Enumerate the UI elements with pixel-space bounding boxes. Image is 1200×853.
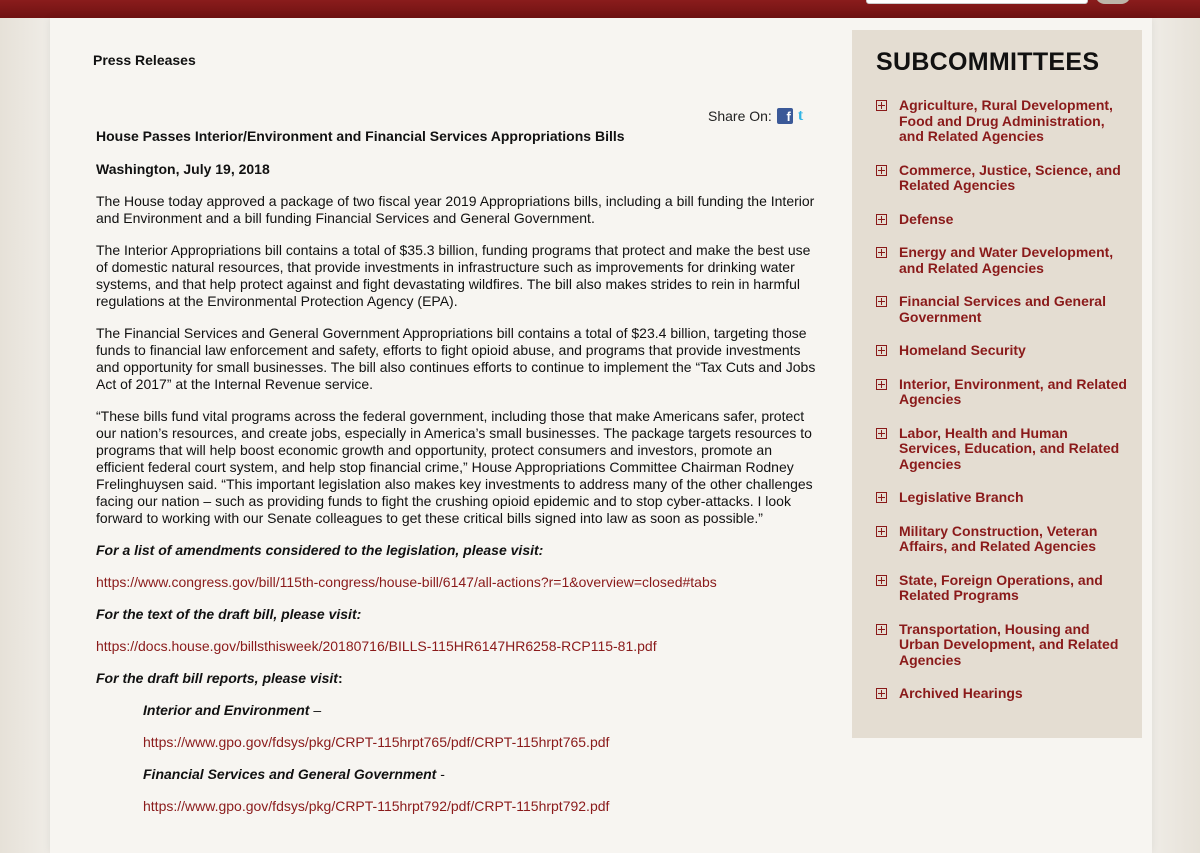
expand-plus-icon[interactable] (876, 428, 887, 439)
subcommittee-label[interactable]: Archived Hearings (899, 685, 1023, 701)
subcommittee-label[interactable]: Agriculture, Rural Development, Food and Drug Administration, and Related Agencies (899, 97, 1113, 144)
subcommittee-item[interactable] (876, 294, 1132, 325)
page-gutter-right (1152, 18, 1200, 853)
subcommittee-label[interactable]: Homeland Security (899, 342, 1026, 358)
subcommittee-label[interactable]: Labor, Health and Human Services, Education, and Related Agencies (899, 424, 1120, 472)
subcommittee-item[interactable] (876, 573, 1132, 604)
page-section-title: Press Releases (93, 52, 196, 68)
press-release-article (96, 128, 816, 815)
subcommittee-label[interactable]: Transportation, Housing and Urban Development, and Related Agencies (899, 620, 1119, 668)
amendments-link[interactable]: https://www.congress.gov/bill/115th-congress/house-bill/6147/all-actions?r=1&overview=closed#tabs (96, 574, 717, 590)
subcommittee-label[interactable]: Legislative Branch (899, 489, 1024, 505)
article-paragraph: The House today approved a package of two fiscal year 2019 Appropriations bills, including a bill funding the Interior and Environment and a bill funding Financial Services and General Government. (96, 193, 815, 226)
reports-label-colon: : (337, 670, 343, 686)
subcommittee-label[interactable]: Commerce, Justice, Science, and Related Agencies (899, 161, 1121, 193)
subcommittee-item[interactable] (876, 686, 1132, 702)
reports-label (96, 670, 816, 687)
subcommittee-item[interactable] (876, 377, 1132, 408)
expand-plus-icon[interactable] (876, 247, 887, 258)
subcommittee-label[interactable]: Interior, Environment, and Related Agencies (899, 375, 1127, 407)
subcommittee-item[interactable] (876, 163, 1132, 194)
expand-plus-icon[interactable] (876, 492, 887, 503)
search-input[interactable] (866, 0, 1088, 4)
subcommittee-label[interactable]: Energy and Water Development, and Related Agencies (899, 244, 1114, 276)
reports-label-text: For the draft bill reports, please visit (96, 670, 338, 686)
twitter-icon[interactable]: t (797, 107, 804, 124)
report-link-financial[interactable]: https://www.gpo.gov/fdsys/pkg/CRPT-115hrpt792/pdf/CRPT-115hrpt792.pdf (143, 798, 610, 814)
expand-plus-icon[interactable] (876, 214, 887, 225)
expand-plus-icon[interactable] (876, 165, 887, 176)
expand-plus-icon[interactable] (876, 379, 887, 390)
article-paragraph: The Interior Appropriations bill contains a total of $35.3 billion, funding programs that protect and make the best use of domestic natural resources, that provide investments in infrastructure such as improvements for drinking water systems, and that help protect against and fight devastating wildfires. The bill also makes strides to rein in harmful regulations at the Environmental Protection Agency (EPA). (96, 242, 811, 309)
report-label-interior (96, 702, 816, 719)
search-button[interactable] (1095, 0, 1131, 4)
amendments-label: For a list of amendments considered to the legislation, please visit: (96, 542, 544, 558)
expand-plus-icon[interactable] (876, 100, 887, 111)
report-separator: - (436, 766, 445, 782)
page-gutter-left (0, 18, 48, 853)
subcommittee-label[interactable]: State, Foreign Operations, and Related Programs (899, 571, 1103, 603)
subcommittee-item[interactable] (876, 212, 1132, 228)
sidebar-title: SUBCOMMITTEES (876, 48, 1100, 76)
report-label-financial (96, 766, 816, 783)
report-name: Financial Services and General Government (143, 766, 437, 782)
expand-plus-icon[interactable] (876, 526, 887, 537)
expand-plus-icon[interactable] (876, 345, 887, 356)
expand-plus-icon[interactable] (876, 296, 887, 307)
subcommittee-label[interactable]: Defense (899, 210, 954, 227)
expand-plus-icon[interactable] (876, 688, 887, 699)
facebook-icon[interactable]: f (777, 108, 793, 124)
subcommittee-list (876, 98, 1132, 720)
subcommittee-item[interactable] (876, 426, 1132, 473)
report-link-interior[interactable]: https://www.gpo.gov/fdsys/pkg/CRPT-115hrpt765/pdf/CRPT-115hrpt765.pdf (143, 734, 610, 750)
expand-plus-icon[interactable] (876, 624, 887, 635)
subcommittee-item[interactable] (876, 245, 1132, 276)
subcommittee-label[interactable]: Financial Services and General Government (899, 293, 1106, 325)
subcommittee-item[interactable] (876, 98, 1132, 145)
share-bar (708, 108, 814, 124)
top-navigation-bar (0, 0, 1200, 18)
draft-text-label: For the text of the draft bill, please visit: (96, 606, 362, 622)
article-paragraph: The Financial Services and General Government Appropriations bill contains a total of $23.4 billion, targeting those funds to financial law enforcement and safety, efforts to fight opioid abuse, and programs that provide investments and opportunity for small businesses. The bill also continues efforts to continue to implement the “Tax Cuts and Jobs Act of 2017” at the Internal Revenue service. (96, 325, 816, 392)
subcommittee-item[interactable] (876, 343, 1132, 359)
subcommittee-item[interactable] (876, 490, 1132, 506)
expand-plus-icon[interactable] (876, 575, 887, 586)
article-dateline: Washington, July 19, 2018 (96, 161, 270, 177)
article-paragraph: “These bills fund vital programs across the federal government, including those that make Americans safer, protect our nation’s resources, and create jobs, especially in America’s small businesses. The package targets resources to programs that will help boost economic growth and opportunity, protect consumers and investors, promote an efficient federal court system, and help stop financial crime,” House Appropriations Committee Chairman Rodney Frelinghuysen said. “This important legislation also makes key investments to address many of the other challenges facing our nation – such as providing funds to fight the crushing opioid epidemic and to stop cyber-attacks. I look forward to working with our Senate colleagues to get these critical bills signed into law as soon as possible.” (96, 408, 813, 526)
report-separator: – (309, 702, 322, 718)
share-label: Share On: (708, 108, 772, 124)
subcommittee-label[interactable]: Military Construction, Veteran Affairs, and Related Agencies (899, 522, 1098, 554)
subcommittee-item[interactable] (876, 524, 1132, 555)
article-headline: House Passes Interior/Environment and Financial Services Appropriations Bills (96, 128, 625, 144)
subcommittees-sidebar (852, 30, 1142, 738)
report-name: Interior and Environment (143, 702, 310, 718)
subcommittee-item[interactable] (876, 622, 1132, 669)
draft-text-link[interactable]: https://docs.house.gov/billsthisweek/20180716/BILLS-115HR6147HR6258-RCP115-81.pdf (96, 638, 657, 654)
